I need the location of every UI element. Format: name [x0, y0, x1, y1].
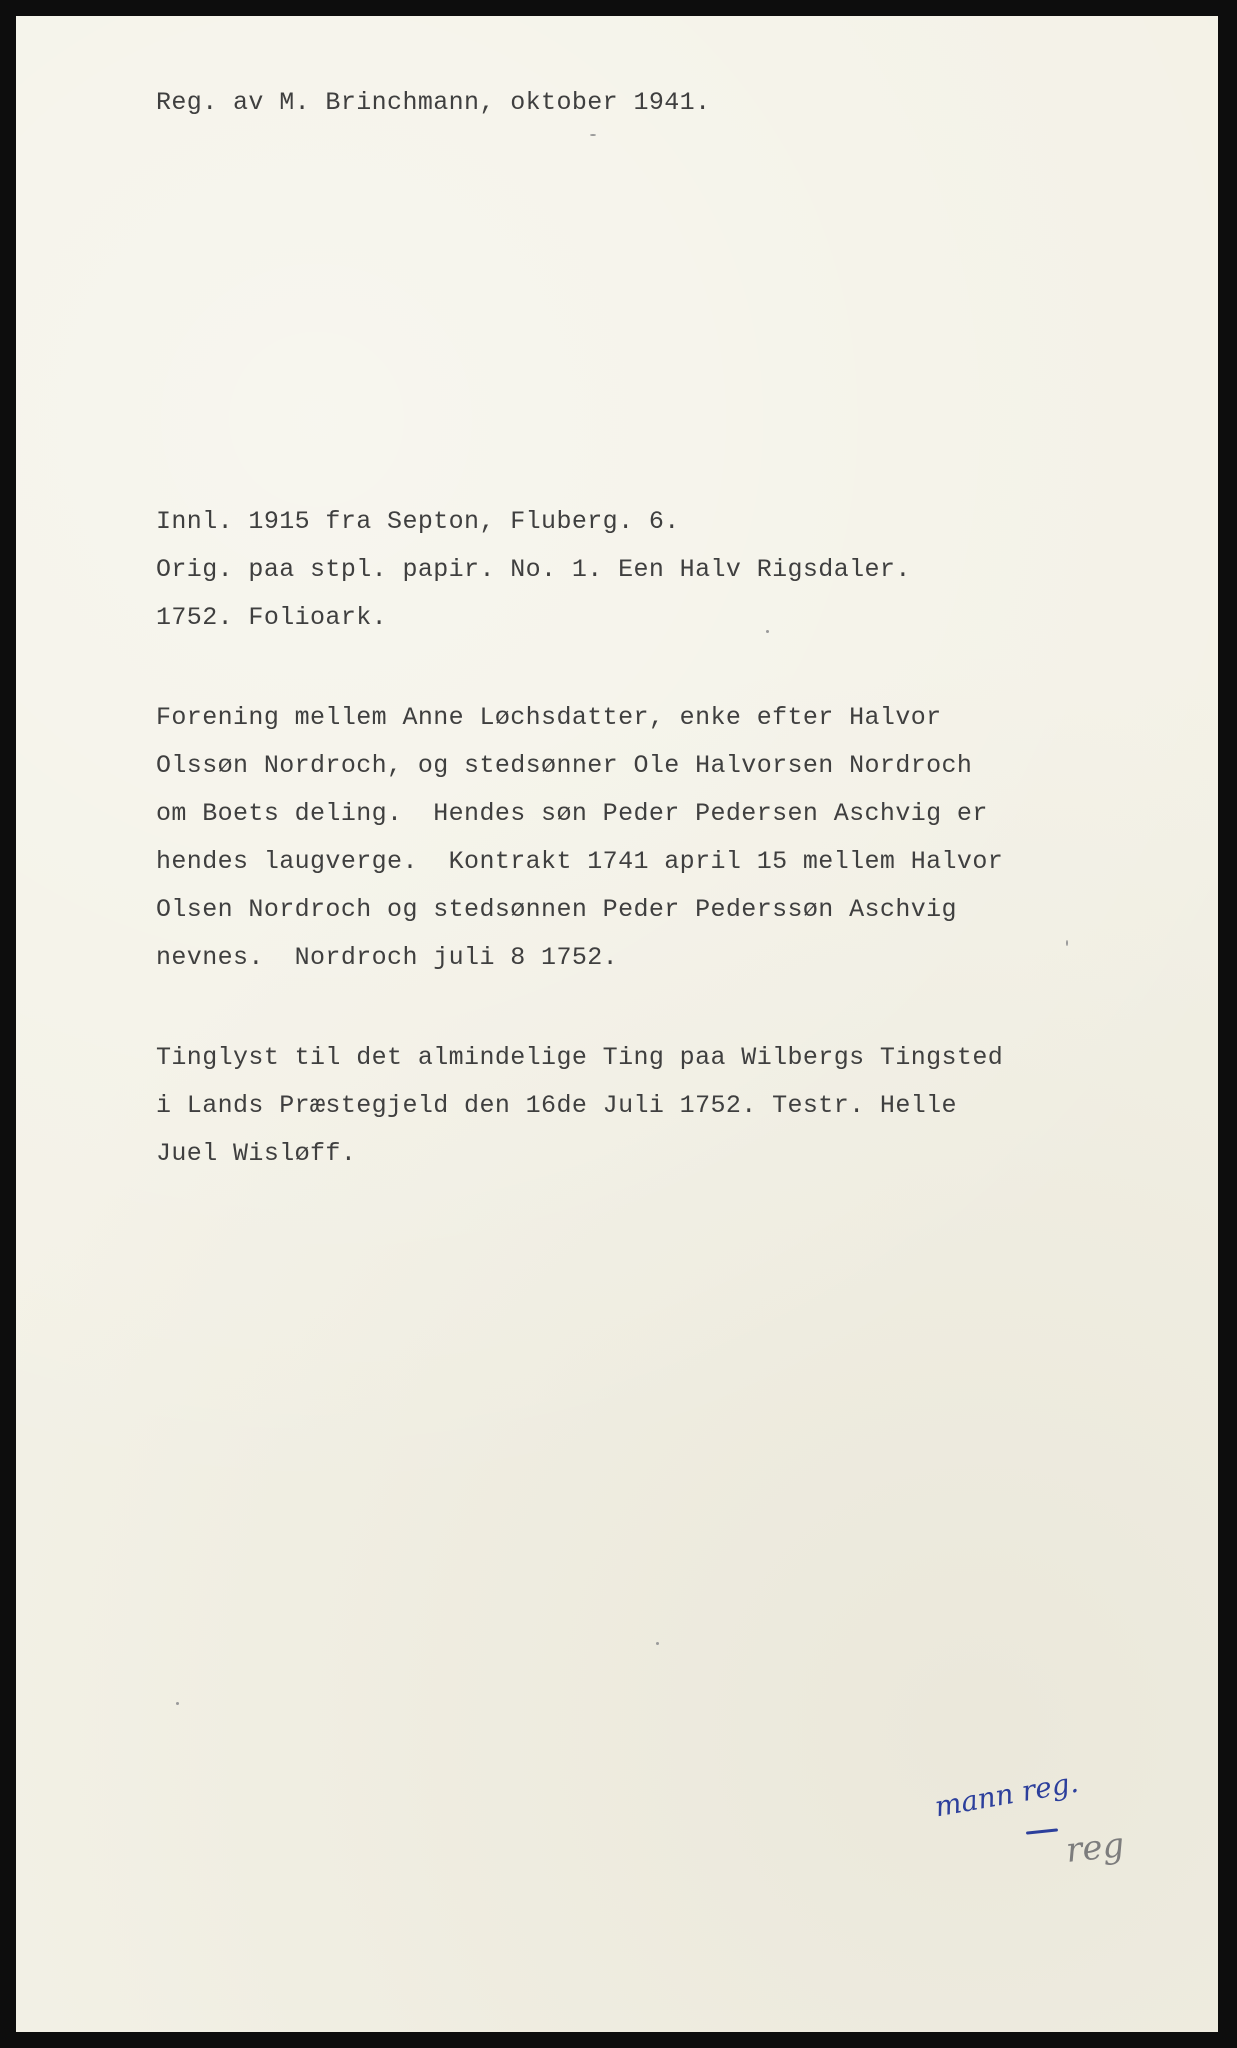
source-line: Orig. paa stpl. papir. No. 1. Een Halv Rigsdaler.	[156, 555, 911, 584]
handwritten-note-pencil: reg	[1064, 1825, 1127, 1871]
paper-speck	[766, 630, 769, 633]
registration-line: Juel Wisløff.	[156, 1139, 357, 1168]
body-line: Olssøn Nordroch, og stedsønner Ole Halvorsen Nordroch	[156, 751, 973, 780]
paper-speck	[590, 134, 596, 136]
registration-line: Tinglyst til det almindelige Ting paa Wilbergs Tingsted	[156, 1043, 1004, 1072]
source-line: 1752. Folioark.	[156, 603, 388, 632]
source-line: Innl. 1915 fra Septon, Fluberg. 6.	[156, 507, 680, 536]
paper-speck	[1066, 940, 1068, 946]
body-line: om Boets deling. Hendes søn Peder Pedersen Aschvig er	[156, 799, 988, 828]
registration-paragraph	[156, 1034, 1003, 1178]
document-page	[16, 16, 1218, 2032]
body-line: nevnes. Nordroch juli 8 1752.	[156, 943, 619, 972]
source-block	[156, 498, 911, 642]
handwritten-note-blue: mann reg.	[932, 1765, 1081, 1824]
paper-speck	[176, 1702, 179, 1705]
registration-header: Reg. av M. Brinchmann, oktober 1941.	[156, 88, 711, 117]
body-line: hendes laugverge. Kontrakt 1741 april 15 mellem Halvor	[156, 847, 1004, 876]
body-line: Olsen Nordroch og stedsønnen Peder Pederssøn Aschvig	[156, 895, 957, 924]
paper-speck	[656, 1642, 659, 1645]
body-line: Forening mellem Anne Løchsdatter, enke efter Halvor	[156, 703, 942, 732]
registration-line: i Lands Præstegjeld den 16de Juli 1752. Testr. Helle	[156, 1091, 957, 1120]
body-paragraph	[156, 694, 1003, 982]
handwritten-underline	[1026, 1828, 1058, 1834]
